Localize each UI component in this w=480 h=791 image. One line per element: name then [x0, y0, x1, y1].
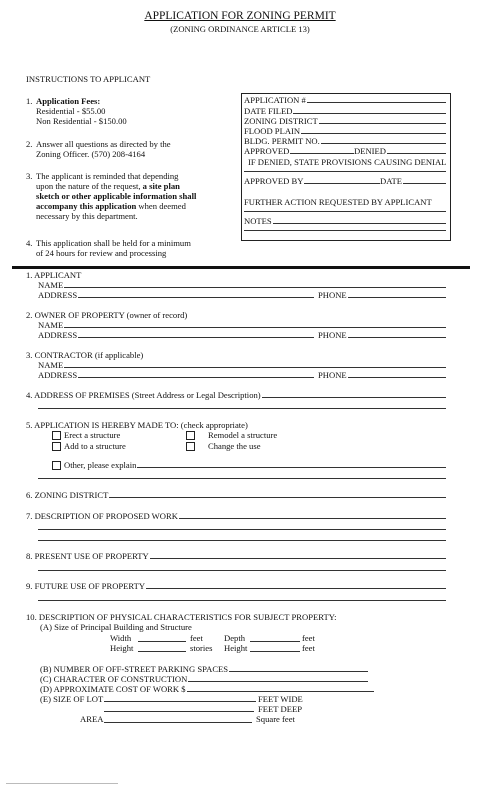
height-stories-label: Height	[110, 643, 134, 653]
area-label: AREA	[80, 714, 104, 724]
add-structure-label: Add to a structure	[64, 441, 126, 451]
square-feet-label: Square feet	[256, 714, 295, 724]
instruction-3-line1: The applicant is reminded that depending	[36, 171, 179, 181]
instruction-3-line3: sketch or other applicable information shall	[36, 191, 197, 201]
instruction-3-line4b: when deemed	[136, 201, 186, 211]
denied-field[interactable]: DENIED	[354, 146, 446, 156]
width-feet-label: feet	[190, 633, 203, 643]
owner-name-field[interactable]: NAME	[38, 320, 446, 330]
notes-field[interactable]: NOTES	[244, 216, 446, 226]
area-line[interactable]	[104, 722, 252, 723]
approved-field[interactable]: APPROVED	[244, 146, 354, 156]
stories-label: stories	[190, 643, 213, 653]
remodel-structure-checkbox[interactable]	[186, 431, 195, 440]
future-use-line-2[interactable]	[38, 600, 446, 601]
parking-spaces-field[interactable]: (B) NUMBER OF OFF-STREET PARKING SPACES	[40, 664, 368, 674]
fees-label: Application Fees:	[36, 96, 101, 106]
height-feet-label-prefix: Height	[224, 643, 248, 653]
fee-residential: Residential - $55.00	[36, 106, 106, 116]
width-line[interactable]	[138, 641, 186, 642]
instruction-3-line4	[36, 201, 186, 211]
section-1-title: 1. APPLICANT	[26, 270, 82, 280]
instructions-heading: INSTRUCTIONS TO APPLICANT	[26, 74, 151, 84]
form-subtitle: (ZONING ORDINANCE ARTICLE 13)	[170, 24, 310, 34]
instruction-3-line2b: a site plan	[142, 181, 180, 191]
premises-address-field[interactable]: 4. ADDRESS OF PREMISES (Street Address or Legal Description)	[26, 390, 446, 400]
instruction-2-line2: Zoning Officer. (570) 208-4164	[36, 149, 146, 159]
present-use-field[interactable]: 8. PRESENT USE OF PROPERTY	[26, 551, 446, 561]
instruction-4-line1: This application shall be held for a minimum	[36, 238, 191, 248]
proposed-work-field[interactable]: 7. DESCRIPTION OF PROPOSED WORK	[26, 511, 446, 521]
feet-deep-label: FEET DEEP	[258, 704, 303, 714]
present-use-line-2[interactable]	[38, 570, 446, 571]
applicant-name-field[interactable]: NAME	[38, 280, 446, 290]
proposed-work-line-3[interactable]	[38, 540, 446, 541]
future-use-field[interactable]: 9. FUTURE USE OF PROPERTY	[26, 581, 446, 591]
feet-wide-label: FEET WIDE	[258, 694, 303, 704]
size-of-building-label: (A) Size of Principal Building and Structure	[40, 622, 192, 632]
section-3-title: 3. CONTRACTOR (if applicable)	[26, 350, 144, 360]
construction-character-field[interactable]: (C) CHARACTER OF CONSTRUCTION	[40, 674, 368, 684]
applicant-address-field[interactable]: ADDRESS	[38, 290, 314, 300]
contractor-name-field[interactable]: NAME	[38, 360, 446, 370]
instruction-2-num: 2.	[26, 139, 33, 149]
date-filed-field[interactable]: DATE FILED	[244, 106, 446, 116]
form-title: APPLICATION FOR ZONING PERMIT	[144, 10, 336, 22]
further-action-line[interactable]	[244, 211, 446, 212]
width-label: Width	[110, 633, 132, 643]
other-explain-field[interactable]: Other, please explain	[64, 460, 446, 470]
depth-label: Depth	[224, 633, 246, 643]
further-action-label: FURTHER ACTION REQUESTED BY APPLICANT	[244, 197, 432, 207]
zoning-district-field[interactable]: 6. ZONING DISTRICT	[26, 490, 446, 500]
height-stories-line[interactable]	[138, 651, 186, 652]
denial-reason-line[interactable]	[244, 171, 446, 172]
depth-line[interactable]	[250, 641, 300, 642]
footer-rule	[6, 783, 118, 784]
approved-by-field[interactable]: APPROVED BY	[244, 176, 380, 186]
instruction-3-line5: necessary by this department.	[36, 211, 138, 221]
erect-structure-checkbox[interactable]	[52, 431, 61, 440]
instruction-1-num: 1.	[26, 96, 33, 106]
lot-size-width-field[interactable]: (E) SIZE OF LOT	[40, 694, 256, 704]
erect-structure-label: Erect a structure	[64, 430, 121, 440]
cost-of-work-field[interactable]: (D) APPROXIMATE COST OF WORK $	[40, 684, 374, 694]
owner-phone-field[interactable]: PHONE	[318, 330, 446, 340]
contractor-phone-field[interactable]: PHONE	[318, 370, 446, 380]
flood-plain-field[interactable]: FLOOD PLAIN	[244, 126, 446, 136]
if-denied-label: IF DENIED, STATE PROVISIONS CAUSING DENIAL	[248, 157, 447, 167]
application-number-field[interactable]: APPLICATION #	[244, 95, 446, 105]
applicant-phone-field[interactable]: PHONE	[318, 290, 446, 300]
remodel-structure-label: Remodel a structure	[208, 430, 278, 440]
section-2-title: 2. OWNER OF PROPERTY (owner of record)	[26, 310, 188, 320]
instruction-3-num: 3.	[26, 171, 33, 181]
add-structure-checkbox[interactable]	[52, 442, 61, 451]
lot-size-depth-line[interactable]	[104, 711, 254, 712]
proposed-work-line-2[interactable]	[38, 529, 446, 530]
change-use-label: Change the use	[208, 441, 261, 451]
depth-feet-label: feet	[302, 633, 315, 643]
instruction-3-line4a: accompany this application	[36, 201, 137, 211]
zoning-district-office-field[interactable]: ZONING DISTRICT	[244, 116, 446, 126]
owner-address-field[interactable]: ADDRESS	[38, 330, 314, 340]
instruction-4-num: 4.	[26, 238, 33, 248]
premises-address-line-2[interactable]	[38, 408, 446, 409]
bldg-permit-field[interactable]: BLDG. PERMIT NO.	[244, 136, 446, 146]
other-checkbox[interactable]	[52, 461, 61, 470]
section-10-title: 10. DESCRIPTION OF PHYSICAL CHARACTERISTICS FOR SUBJECT PROPERTY:	[26, 612, 337, 622]
fee-non-residential: Non Residential - $150.00	[36, 116, 127, 126]
other-explain-line-2[interactable]	[38, 478, 446, 479]
instruction-3-line2a: upon the nature of the request,	[36, 181, 143, 191]
instruction-4-line2: of 24 hours for review and processing	[36, 248, 167, 258]
change-use-checkbox[interactable]	[186, 442, 195, 451]
height-feet-label: feet	[302, 643, 315, 653]
instruction-2-line1: Answer all questions as directed by the	[36, 139, 171, 149]
section-5-title: 5. APPLICATION IS HEREBY MADE TO: (check appropriate)	[26, 420, 248, 430]
approval-date-field[interactable]: DATE	[380, 176, 446, 186]
contractor-address-field[interactable]: ADDRESS	[38, 370, 314, 380]
height-feet-line[interactable]	[250, 651, 300, 652]
instruction-3-line2	[36, 181, 180, 191]
notes-line-2[interactable]	[244, 230, 446, 231]
section-divider	[12, 266, 470, 269]
